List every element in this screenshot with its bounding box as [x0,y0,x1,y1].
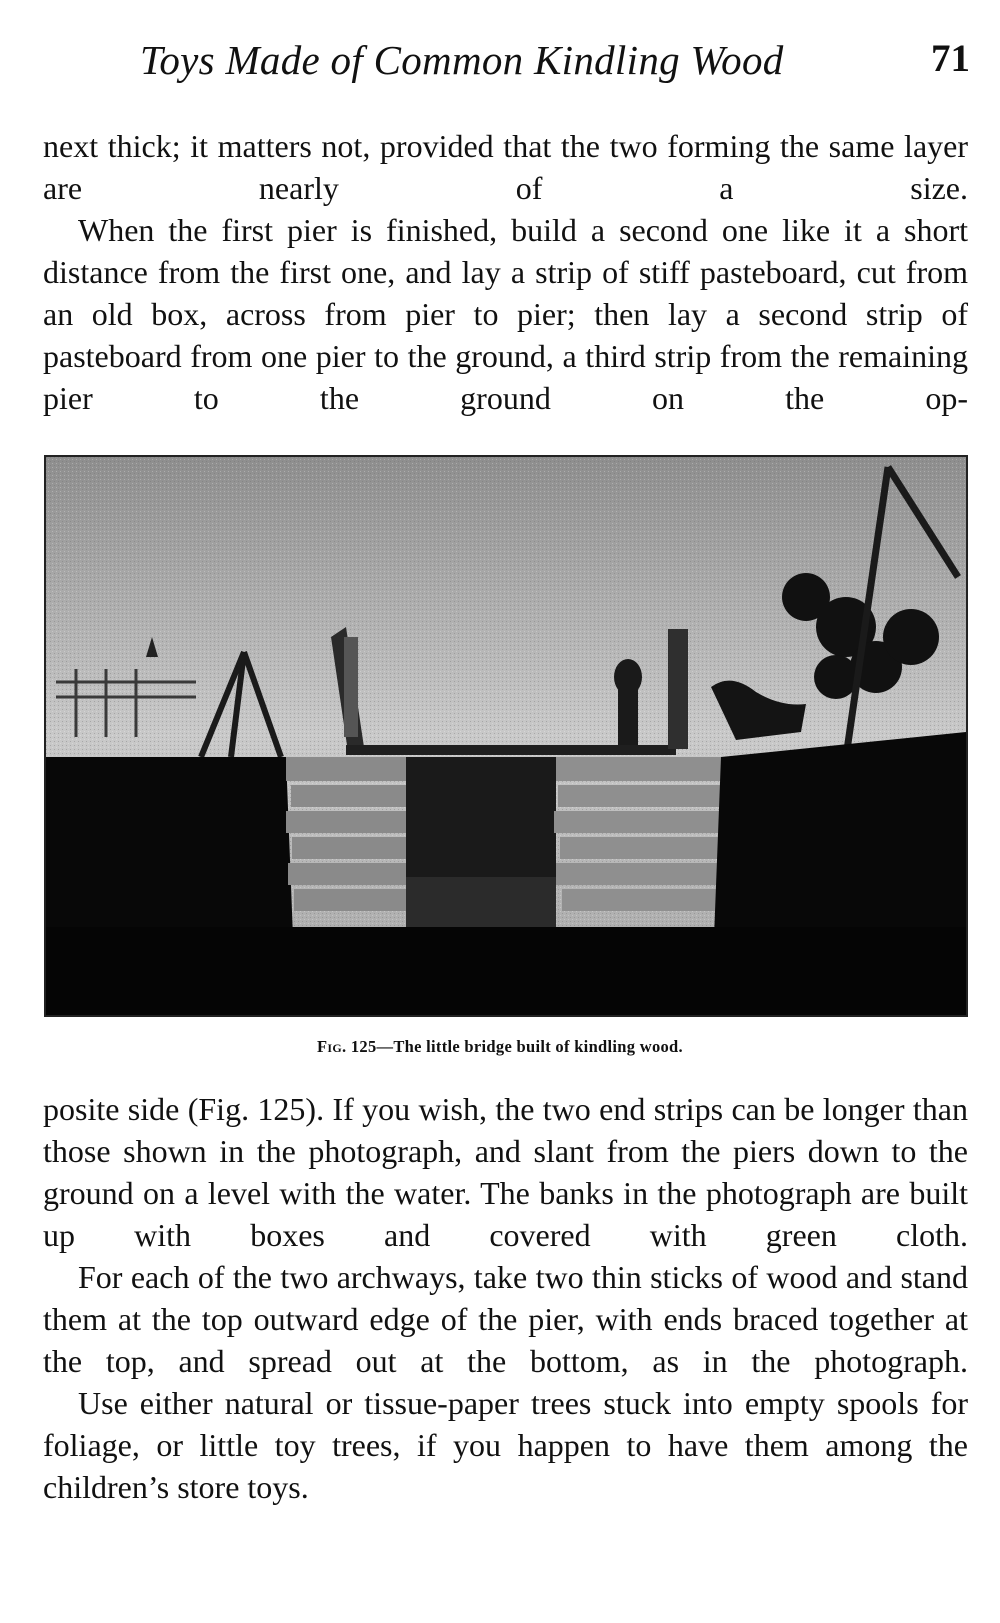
figure-caption [0,1037,1000,1057]
paragraph-opposite-side: posite side (Fig. 125). If you wish, the two end strips can be longer than those shown in the photograph, and slant from the piers down to the ground on a level with the water. The banks in the photograph are built up with boxes and covered with green cloth. [43,1091,968,1253]
body-text-bottom [43,1088,968,1508]
paragraph-first-pier: When the first pier is finished, build a second one like it a short distance from the first one, and lay a strip of stiff pasteboard, cut from an old box, across from pier to pier; then lay a second strip of pasteboard from one pier to the ground, a third strip from the remaining pier to the ground on the op- [43,212,968,416]
bridge-deck [346,745,676,755]
paragraph-trees: Use either natural or tissue-paper trees stuck into empty spools for foliage, or little toy trees, if you happen to have them among the children’s store toys. [43,1385,968,1505]
bridge-post-right [668,629,688,749]
figurine [614,659,642,745]
running-title: Toys Made of Common Kindling Wood [140,37,784,83]
paragraph-continued: next thick; it matters not, provided that the two forming the same layer are nearly of a size. [43,128,968,206]
body-text-top [43,125,968,419]
figure-number: Fig. 125 [317,1037,377,1056]
page-header [40,36,970,96]
figure-caption-text: —The little bridge built of kindling wood. [376,1037,683,1056]
paragraph-archways: For each of the two archways, take two thin sticks of wood and stand them at the top outward edge of the pier, with ends braced together at the top, and spread out at the bottom, as in the photograph. [43,1259,968,1379]
page-number: 71 [931,37,970,80]
bridge-photograph [44,455,968,1017]
